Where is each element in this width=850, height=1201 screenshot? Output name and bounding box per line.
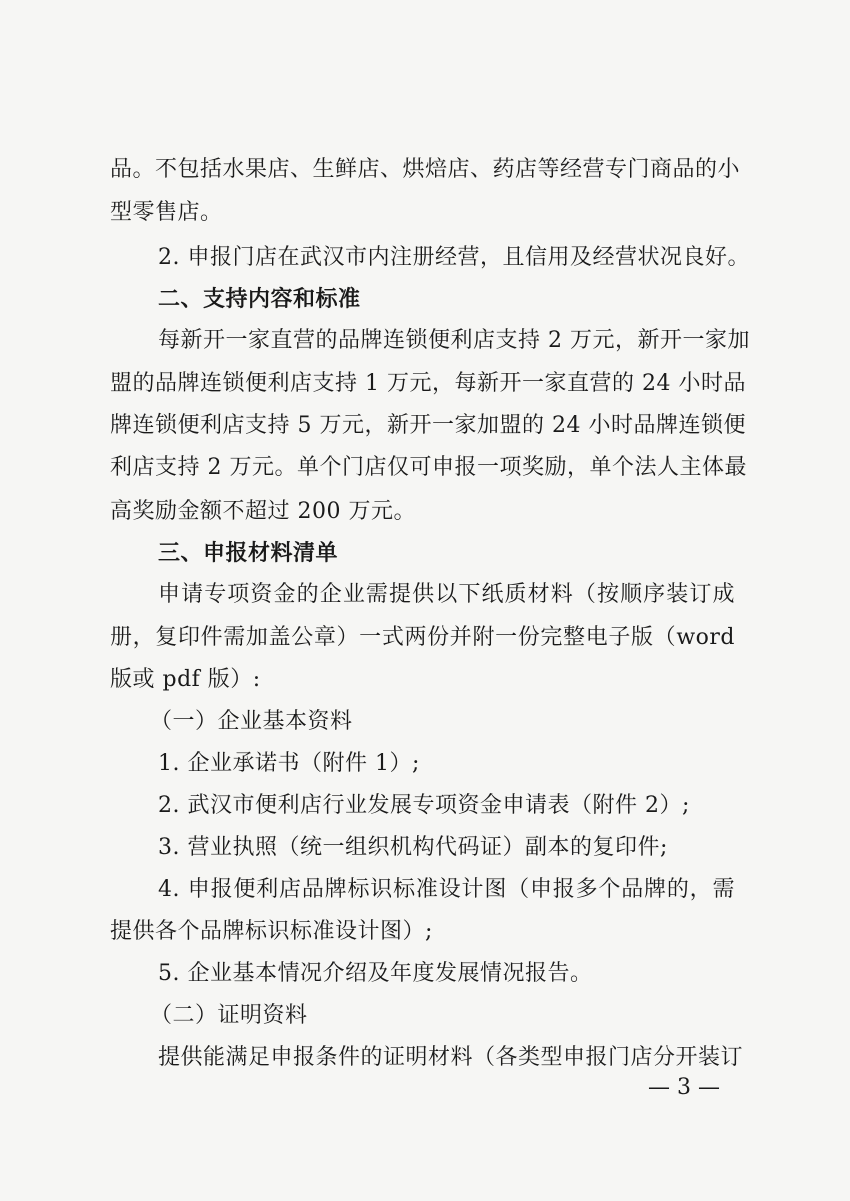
subsection-heading: （一）企业基本资料 [150,709,353,734]
paragraph-line: 盟的品牌连锁便利店支持 1 万元，每新开一家直营的 24 小时品 [110,371,746,396]
paragraph-line: 提供能满足申报条件的证明材料（各类型申报门店分开装订 [158,1045,744,1070]
list-item: 4. 申报便利店品牌标识标准设计图（申报多个品牌的，需 [158,877,735,902]
section-heading: 三、申报材料清单 [158,541,339,566]
paragraph-line: 申请专项资金的企业需提供以下纸质材料（按顺序装订成 [158,582,735,607]
paragraph-line: 2. 申报门店在武汉市内注册经营，且信用及经营状况良好。 [158,245,750,270]
subsection-heading: （二）证明资料 [150,1003,308,1028]
paragraph-line: 牌连锁便利店支持 5 万元，新开一家加盟的 24 小时品牌连锁便 [110,413,746,438]
paragraph-line: 版或 pdf 版）: [110,667,261,692]
list-item: 5. 企业基本情况介绍及年度发展情况报告。 [158,961,593,986]
list-item: 3. 营业执照（统一组织机构代码证）副本的复印件; [158,835,668,860]
paragraph-line: 册，复印件需加盖公章）一式两份并附一份完整电子版（word [110,625,735,650]
list-item: 2. 武汉市便利店行业发展专项资金申请表（附件 2）; [158,793,690,818]
paragraph-line: 品。不包括水果店、生鲜店、烘焙店、药店等经营专门商品的小 [110,157,741,182]
paragraph-line: 型零售店。 [110,200,223,225]
paragraph-line: 每新开一家直营的品牌连锁便利店支持 2 万元，新开一家加 [158,328,750,353]
list-item-continuation: 提供各个品牌标识标准设计图）; [110,919,433,944]
page-number: — 3 — [648,1075,720,1100]
section-heading: 二、支持内容和标准 [158,287,361,312]
paragraph-line: 高奖励金额不超过 200 万元。 [110,499,416,524]
paragraph-line: 利店支持 2 万元。单个门店仅可申报一项奖励，单个法人主体最 [110,455,747,480]
list-item: 1. 企业承诺书（附件 1）; [158,751,420,776]
